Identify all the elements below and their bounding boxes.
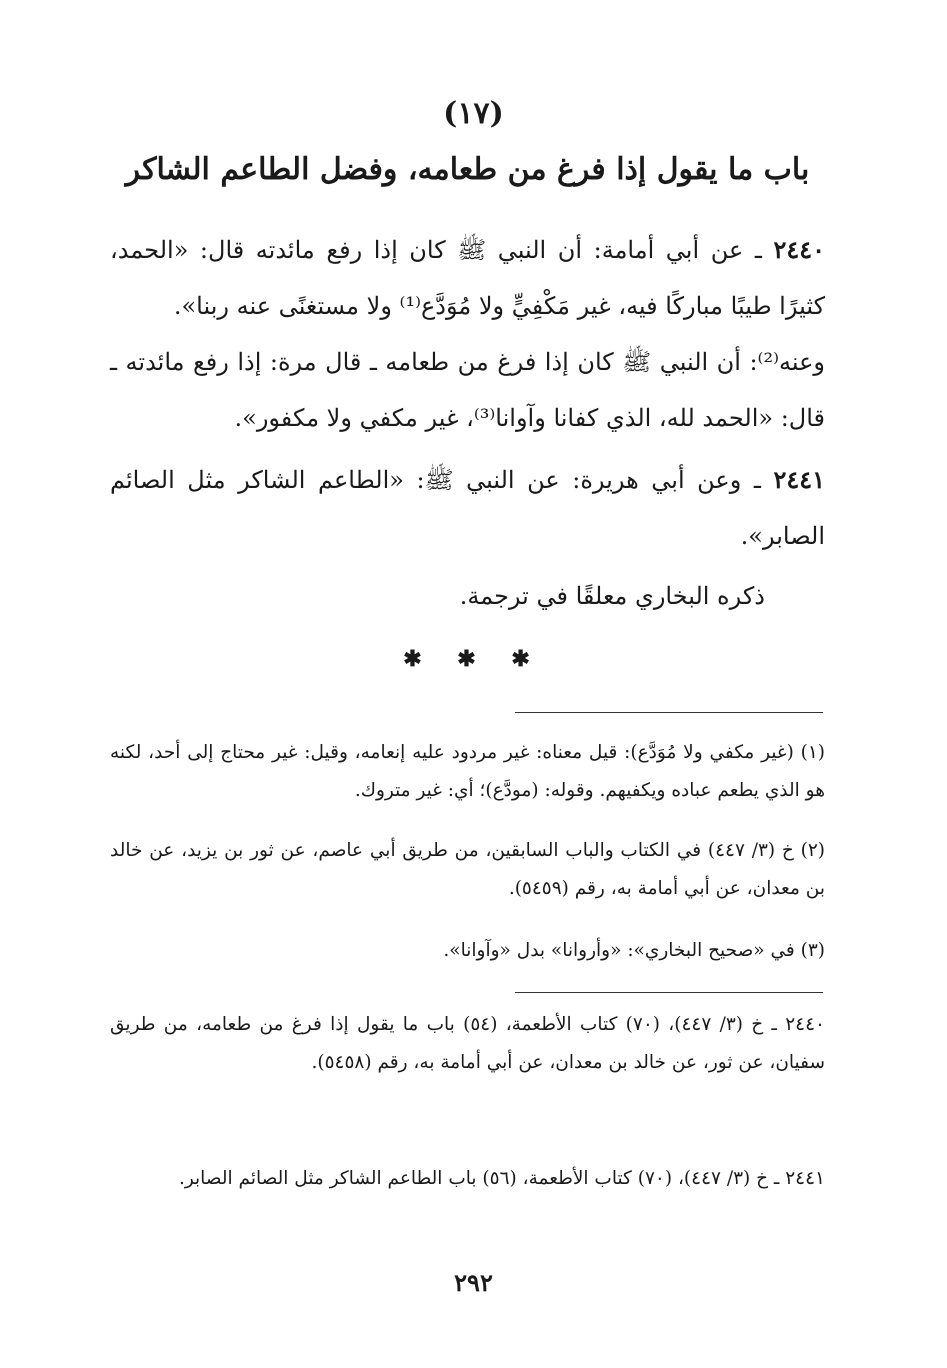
hadith-number: ٢٤٤٠ bbox=[773, 235, 825, 264]
footnote-1: (١) (غير مكفي ولا مُوَدَّع): قيل معناه: غير مردود عليه إنعامه، وقيل: غير محتاج إلى أحد، لكنه هو الذي يطعم عباده ويكفيهم. وقوله: (مودَّع)؛ أي: غير متروك. bbox=[110, 742, 825, 801]
chapter-number: (١٧) bbox=[443, 96, 504, 131]
hadith-number: ٢٤٤١ bbox=[773, 465, 825, 494]
bukhari-note: ذكره البخاري معلقًا في ترجمة. bbox=[459, 582, 765, 610]
footnote-3: (٣) في «صحيح البخاري»: «وأروانا» بدل «وآوانا». bbox=[443, 940, 825, 961]
source-2441: ٢٤٤١ ـ خ (٣/ ٤٤٧)، (٧٠) كتاب الأطعمة، (٥٦) باب الطاعم الشاكر مثل الصائم الصابر. bbox=[178, 1168, 825, 1189]
sources-divider bbox=[515, 992, 823, 993]
section-separator: ✱ ✱ ✱ bbox=[403, 646, 544, 672]
hadith-2441-paragraph bbox=[110, 452, 825, 564]
footnote-divider bbox=[515, 712, 823, 713]
source-2440: ٢٤٤٠ ـ خ (٣/ ٤٤٧)، (٧٠) كتاب الأطعمة، (٥٤) باب ما يقول إذا فرغ من طعامه، من طريق سفيان، عن ثور، عن خالد بن معدان، عن أبي أمامة به، رقم (٥٤٥٨). bbox=[110, 1014, 825, 1073]
hadith-text: ـ وعن أبي هريرة: عن النبي ﷺ: «الطاعم الشاكر مثل الصائم الصابر». bbox=[110, 466, 825, 550]
hadith-2440-paragraph bbox=[110, 222, 825, 334]
hadith-text: ـ عن أبي أمامة: أن النبي ﷺ كان إذا رفع مائدته قال: «الحمد، كثيرًا طيبًا مباركًا فيه، غير مَكْفِيٍّ ولا مُوَدَّع⁽¹⁾ ولا مستغنًى عنه ربنا». bbox=[110, 236, 825, 320]
page-number: ٢٩٢ bbox=[454, 1268, 493, 1297]
footnote-2: (٢) خ (٣/ ٤٤٧) في الكتاب والباب السابقين، من طريق أبي عاصم، عن ثور بن يزيد، عن خالد بن معدان، عن أبي أمامة به، رقم (٥٤٥٩). bbox=[110, 840, 825, 899]
hadith-2440-second-narration: وعنه⁽²⁾: أن النبي ﷺ كان إذا فرغ من طعامه ـ قال مرة: إذا رفع مائدته ـ قال: «الحمد لله، الذي كفانا وآوانا⁽³⁾، غير مكفي ولا مكفور». bbox=[110, 348, 825, 432]
chapter-title: باب ما يقول إذا فرغ من طعامه، وفضل الطاعم الشاكر bbox=[125, 152, 810, 187]
